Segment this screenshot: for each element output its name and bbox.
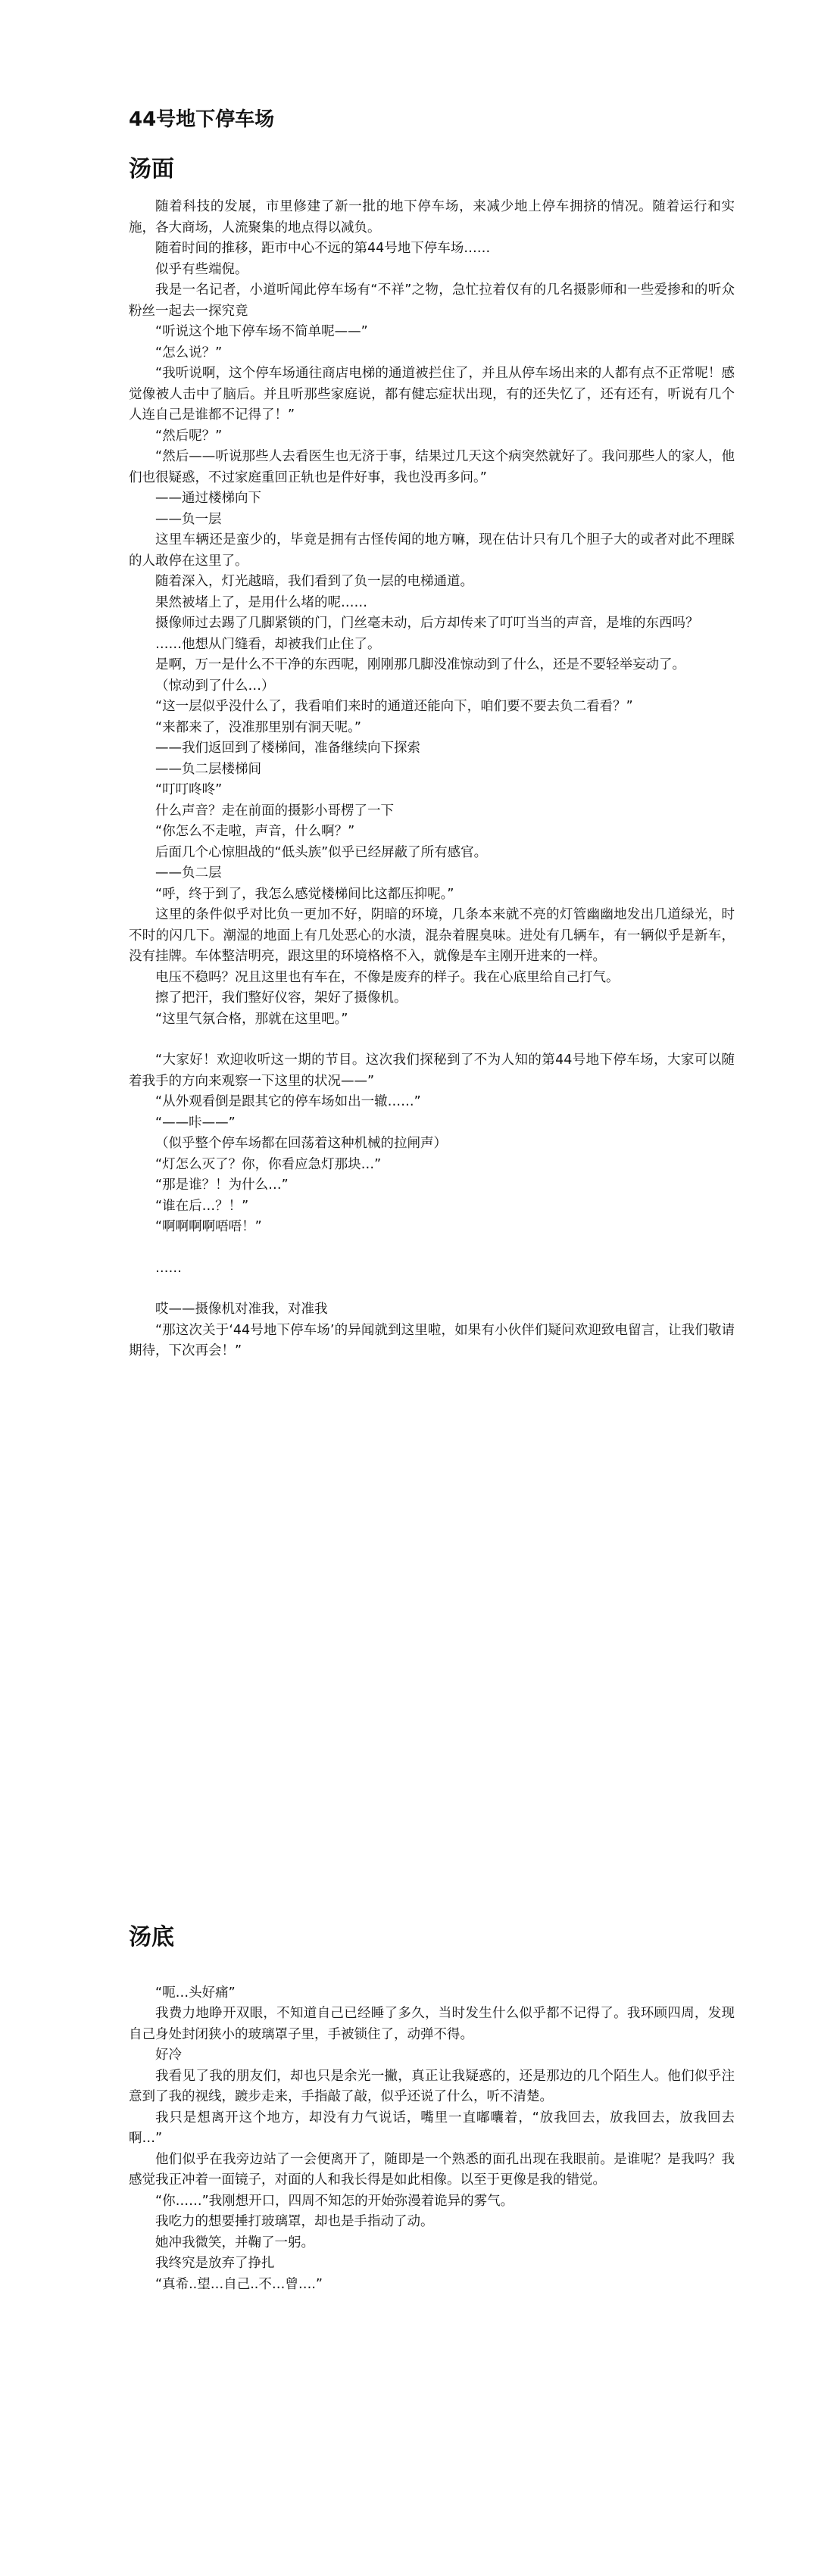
paragraph: “呼，终于到了，我怎么感觉楼梯间比这都压抑呢。” xyxy=(155,886,454,902)
paragraph: 电压不稳吗？况且这里也有车在，不像是废弃的样子。我在心底里给自己打气。 xyxy=(155,969,620,985)
paragraph: （似乎整个停车场都在回荡着这种机械的拉闸声） xyxy=(155,1136,447,1151)
paragraph: “呃…头好痛” xyxy=(155,1985,236,2001)
paragraph: （惊动到了什么…） xyxy=(155,678,275,694)
paragraph: 似乎有些端倪。 xyxy=(155,261,248,277)
paragraph: “从外观看倒是跟其它的停车场如出一辙……” xyxy=(155,1094,421,1109)
paragraph: 擦了把汗，我们整好仪容，架好了摄像机。 xyxy=(155,990,407,1006)
paragraph: “真希..望…自己..不…曾….” xyxy=(155,2276,323,2292)
paragraph: ——我们返回到了楼梯间，准备继续向下探索 xyxy=(155,741,420,756)
paragraph: 我只是想离开这个地方，却没有力气说话，嘴里一直嘟囔着，“放我回去，放我回去，放我回去啊…” xyxy=(129,2110,735,2146)
paragraph: 他们似乎在我旁边站了一会便离开了，随即是一个熟悉的面孔出现在我眼前。是谁呢？是我吗？我感觉我正冲着一面镜子，对面的人和我长得是如此相像。以至于更像是我的错觉。 xyxy=(129,2151,735,2188)
paragraph: “来都来了，没准那里别有洞天呢。” xyxy=(155,719,361,735)
paragraph: “谁在后…？！” xyxy=(155,1198,249,1214)
paragraph: “我听说啊，这个停车场通往商店电梯的通道被拦住了，并且从停车场出来的人都有点不正常呢！感觉像被人击中了脑后。并且听那些家庭说，都有健忘症状出现，有的还失忆了，还有还有，听说有几个人连自己是谁都不记得了！” xyxy=(129,366,735,423)
paragraph: ——负二层 xyxy=(155,865,222,881)
paragraph: 我是一名记者，小道听闻此停车场有“不祥”之物，急忙拉着仅有的几名摄影师和一些爱掺和的听众粉丝一起去一探究竟 xyxy=(129,282,735,319)
paragraph: “你……”我刚想开口，四周不知怎的开始弥漫着诡异的雾气。 xyxy=(155,2193,514,2209)
paragraph: 我看见了我的朋友们，却也只是余光一撇，真正让我疑惑的，还是那边的几个陌生人。他们似乎注意到了我的视线，踱步走来，手指敲了敲，似乎还说了什么，听不清楚。 xyxy=(129,2068,735,2104)
paragraph: “灯怎么灭了？你，你看应急灯那块…” xyxy=(155,1156,382,1172)
paragraph: 这里的条件似乎对比负一更加不好，阴暗的环境，几条本来就不亮的灯管幽幽地发出几道绿光，时不时的闪几下。潮湿的地面上有几处恶心的水渍，混杂着腥臭味。进处有几辆车，有一辆似乎是新车，没有挂牌。车体整洁明亮，跟这里的环境格格不入，就像是车主刚开进来的一样。 xyxy=(129,907,735,964)
paragraph: 我终究是放弃了挣扎 xyxy=(155,2256,275,2271)
paragraph: ——负二层楼梯间 xyxy=(155,761,261,777)
paragraph: 随着时间的推移，距市中心不远的第44号地下停车场…… xyxy=(155,241,491,256)
paragraph: 这里车辆还是蛮少的，毕竟是拥有古怪传闻的地方嘛，现在估计只有几个胆子大的或者对此不理睬的人敢停在这里了。 xyxy=(129,532,735,569)
paragraph: 我吃力的想要捶打玻璃罩，却也是手指动了动。 xyxy=(155,2214,434,2229)
section-ending-body xyxy=(129,1299,735,1362)
article-title: 44号地下停车场 xyxy=(129,108,275,131)
paragraph: 我费力地睁开双眼，不知道自己已经睡了多久，当时发生什么似乎都不记得了。我环顾四周，发现自己身处封闭狭小的玻璃罩子里，手被锁住了，动弹不得。 xyxy=(129,2006,735,2042)
ellipsis-line: …… xyxy=(155,1260,182,1276)
section-heading-tangmian: 汤面 xyxy=(129,156,174,182)
paragraph: 什么声音？走在前面的摄影小哥楞了一下 xyxy=(155,803,394,819)
paragraph: “然后——听说那些人去看医生也无济于事，结果过几天这个病突然就好了。我问那些人的家人，他们也很疑惑，不过家庭重回正轨也是件好事，我也没再多问。” xyxy=(129,449,735,485)
paragraph: 果然被堵上了，是用什么堵的呢…… xyxy=(155,594,367,610)
paragraph: “大家好！欢迎收听这一期的节目。这次我们探秘到了不为人知的第44号地下停车场，大家可以随着我手的方向来观察一下这里的状况——” xyxy=(129,1053,735,1089)
section-broadcast-body xyxy=(129,1050,735,1238)
paragraph: 好冷 xyxy=(155,2047,182,2063)
paragraph: “这一层似乎没什么了，我看咱们来时的通道还能向下，咱们要不要去负二看看？” xyxy=(155,699,633,714)
paragraph: 是啊，万一是什么不干净的东西呢，刚刚那几脚没准惊动到了什么，还是不要轻举妄动了。 xyxy=(155,657,685,672)
section-tangmian-body xyxy=(129,197,735,1030)
paragraph: “这里气氛合格，那就在这里吧。” xyxy=(155,1011,348,1027)
paragraph: “那是谁？！为什么…” xyxy=(155,1177,289,1193)
paragraph: “然后呢？” xyxy=(155,428,223,444)
paragraph: ——负一层 xyxy=(155,511,222,527)
paragraph: “你怎么不走啦，声音，什么啊？” xyxy=(155,824,355,839)
section-heading-tangdi: 汤底 xyxy=(129,1923,174,1951)
paragraph: “那这次关于‘44号地下停车场’的异闻就到这里啦，如果有小伙伴们疑问欢迎致电留言，让我们敬请期待，下次再会！” xyxy=(129,1322,735,1358)
section-tangdi-body xyxy=(129,1983,735,2296)
paragraph: “啊啊啊啊唔唔！” xyxy=(155,1219,262,1234)
paragraph: 她冲我微笑，并鞠了一躬。 xyxy=(155,2235,314,2250)
paragraph: “听说这个地下停车场不简单呢——” xyxy=(155,324,368,339)
paragraph: 哎——摄像机对准我，对准我 xyxy=(155,1302,328,1317)
paragraph: ……他想从门缝看，却被我们止住了。 xyxy=(155,636,381,652)
article xyxy=(129,106,735,2295)
paragraph: ——通过楼梯向下 xyxy=(155,491,261,506)
paragraph: “怎么说？” xyxy=(155,345,223,360)
paragraph: 随着深入，灯光越暗，我们看到了负一层的电梯通道。 xyxy=(155,574,473,589)
paragraph: “——咔——” xyxy=(155,1115,236,1131)
paragraph: 随着科技的发展，市里修建了新一批的地下停车场，来减少地上停车拥挤的情况。随着运行和实施，各大商场，人流聚集的地点得以减负。 xyxy=(129,199,735,235)
paragraph: 摄像师过去踢了几脚紧锁的门，门丝毫未动，后方却传来了叮叮当当的声音，是堆的东西吗？ xyxy=(155,616,699,631)
paragraph: 后面几个心惊胆战的“低头族”似乎已经屏蔽了所有感官。 xyxy=(155,844,488,860)
paragraph: “叮叮咚咚” xyxy=(155,782,223,797)
